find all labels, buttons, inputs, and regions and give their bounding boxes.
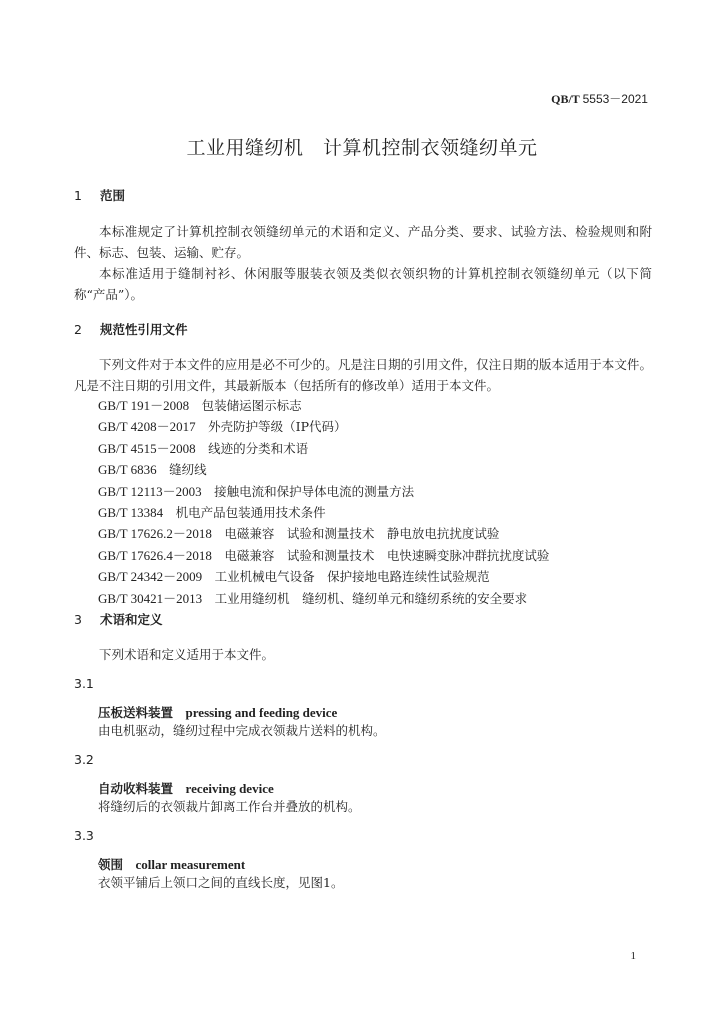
reference-code: GB/T 24342－2009 bbox=[98, 569, 203, 585]
reference-title: 机电产品包装通用技术条件 bbox=[175, 505, 326, 521]
term-definition: 将缝纫后的衣领裁片卸离工作台并叠放的机构。 bbox=[98, 799, 361, 814]
term-number: 3.1 bbox=[74, 676, 94, 691]
reference-code: GB/T 17626.4－2018 bbox=[98, 547, 212, 563]
document-title: 工业用缝纫机 计算机控制衣领缝纫单元 bbox=[186, 137, 538, 159]
scope-paragraph-2: 本标准适用于缝制衬衫、休闲服等服装衣领及类似衣领织物的计算机控制衣领缝纫单元（以下简称“产品”）。 bbox=[74, 266, 652, 302]
reference-title: 电磁兼容 试验和测量技术 电快速瞬变脉冲群抗扰度试验 bbox=[224, 547, 550, 563]
section-3-heading bbox=[74, 610, 163, 628]
reference-title: 工业用缝纫机 缝纫机、缝纫单元和缝纫系统的安全要求 bbox=[214, 590, 528, 606]
term-name bbox=[98, 855, 245, 873]
section-number: 3 bbox=[74, 612, 82, 627]
reference-code: GB/T 6836 bbox=[98, 462, 157, 478]
term-definition: 衣领平铺后上领口之间的直线长度，见图1。 bbox=[98, 875, 344, 890]
scope-paragraph-1: 本标准规定了计算机控制衣领缝纫单元的术语和定义、产品分类、要求、试验方法、检验规则和附件、标志、包装、运输、贮存。 bbox=[74, 224, 652, 260]
page-number: 1 bbox=[630, 950, 636, 962]
reference-item bbox=[98, 459, 549, 480]
reference-list bbox=[98, 395, 549, 609]
reference-code: GB/T 13384 bbox=[98, 505, 164, 521]
section-title: 范围 bbox=[100, 188, 126, 203]
reference-item bbox=[98, 502, 549, 523]
reference-title: 包装储运图示标志 bbox=[201, 398, 302, 413]
term-zh: 自动收料装置 bbox=[98, 781, 174, 796]
reference-code: GB/T 4208－2017 bbox=[98, 419, 196, 435]
reference-title: 接触电流和保护导体电流的测量方法 bbox=[214, 483, 415, 499]
term-en: pressing and feeding device bbox=[185, 705, 338, 720]
reference-title: 外壳防护等级（IP代码） bbox=[208, 419, 347, 435]
reference-item bbox=[98, 438, 549, 459]
term-number: 3.3 bbox=[74, 828, 94, 843]
reference-item bbox=[98, 481, 549, 502]
reference-code: GB/T 4515－2008 bbox=[98, 440, 196, 456]
terms-intro: 下列术语和定义适用于本文件。 bbox=[99, 647, 275, 662]
term-zh: 压板送料装置 bbox=[98, 705, 174, 720]
standard-code bbox=[551, 90, 648, 107]
section-number: 1 bbox=[74, 188, 82, 203]
term-en: receiving device bbox=[185, 781, 274, 796]
reference-code: GB/T 12113－2003 bbox=[98, 483, 202, 499]
reference-item bbox=[98, 523, 549, 544]
term-name bbox=[98, 703, 337, 721]
reference-title: 线迹的分类和术语 bbox=[208, 440, 309, 456]
section-1-heading bbox=[74, 186, 125, 204]
term-en: collar measurement bbox=[135, 857, 246, 872]
section-title: 规范性引用文件 bbox=[100, 322, 188, 337]
reference-code: GB/T 30421－2013 bbox=[98, 590, 203, 606]
reference-title: 电磁兼容 试验和测量技术 静电放电抗扰度试验 bbox=[224, 526, 500, 542]
reference-code: GB/T 191－2008 bbox=[98, 398, 190, 413]
term-zh: 领围 bbox=[98, 857, 124, 872]
section-title: 术语和定义 bbox=[100, 612, 163, 627]
reference-item bbox=[98, 395, 549, 416]
section-2-heading bbox=[74, 320, 188, 338]
term-number: 3.2 bbox=[74, 752, 94, 767]
reference-item bbox=[98, 545, 549, 566]
reference-code: GB/T 17626.2－2018 bbox=[98, 526, 212, 542]
standard-number: 5553－2021 bbox=[582, 92, 648, 106]
standard-prefix: QB/T bbox=[551, 92, 580, 106]
reference-item bbox=[98, 588, 549, 609]
reference-title: 缝纫线 bbox=[169, 462, 207, 478]
reference-item bbox=[98, 416, 549, 437]
term-definition: 由电机驱动，缝纫过程中完成衣领裁片送料的机构。 bbox=[98, 723, 386, 738]
references-intro: 下列文件对于本文件的应用是必不可少的。凡是注日期的引用文件，仅注日期的版本适用于本文件。凡是不注日期的引用文件，其最新版本（包括所有的修改单）适用于本文件。 bbox=[74, 357, 652, 393]
reference-title: 工业机械电气设备 保护接地电路连续性试验规范 bbox=[214, 569, 490, 585]
reference-item bbox=[98, 566, 549, 587]
term-name bbox=[98, 779, 274, 797]
section-number: 2 bbox=[74, 322, 82, 337]
